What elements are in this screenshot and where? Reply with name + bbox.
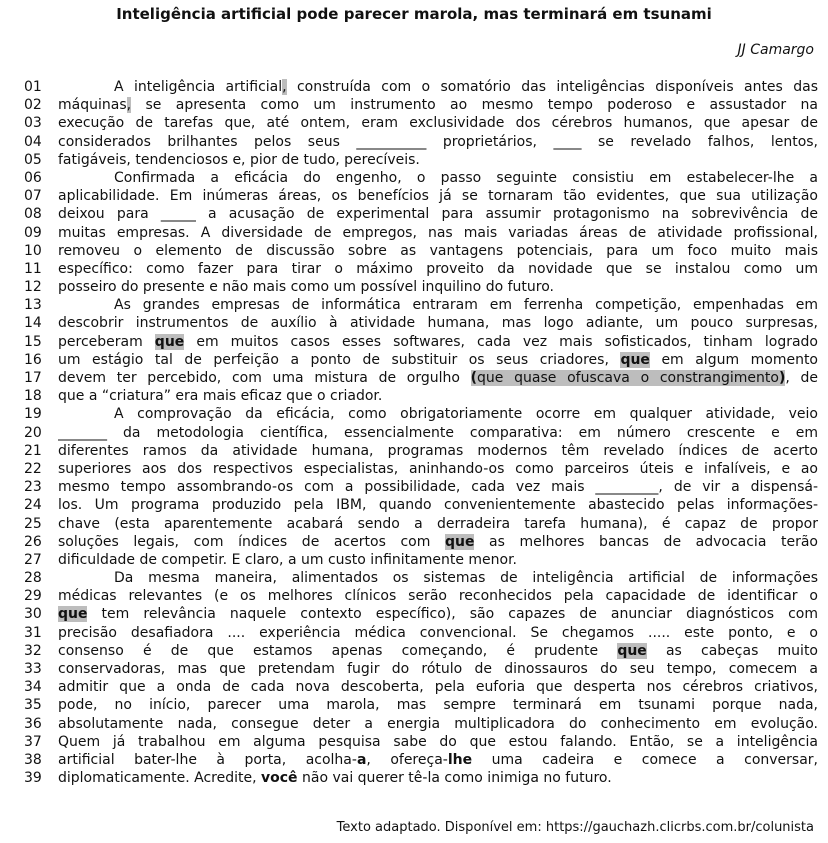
- line-text: [58, 678, 818, 696]
- line-number: 37: [24, 733, 42, 750]
- line-text: [58, 751, 818, 769]
- text-segment: conservadoras, mas que pretendam fugir do rótulo de dinossauros do seu tempo, comecem a: [58, 661, 818, 677]
- text-line: [24, 114, 818, 132]
- highlighted-text: que: [620, 351, 650, 368]
- text-segment: _______ da metodologia científica, essencialmente comparativa: em número crescente e em: [58, 424, 818, 441]
- line-number: 03: [24, 115, 42, 132]
- line-text: [58, 715, 818, 733]
- text-line: [24, 369, 818, 387]
- text-segment: perceberam: [58, 333, 155, 350]
- highlighted-text: ): [778, 370, 786, 386]
- line-text: [58, 78, 818, 96]
- line-number: 07: [24, 188, 42, 205]
- line-text: [58, 460, 818, 478]
- line-text: [58, 278, 818, 296]
- highlighted-text: ,: [282, 79, 287, 95]
- line-text: [58, 696, 818, 714]
- text-line: [24, 678, 818, 696]
- text-line: [24, 642, 818, 660]
- line-number: 23: [24, 479, 42, 496]
- line-number: 33: [24, 661, 42, 677]
- line-text: [58, 351, 818, 369]
- line-text: [58, 442, 818, 460]
- text-segment: aplicabilidade. Em inúmeras áreas, os benefícios já se tornaram tão evidentes, que sua utilização: [58, 188, 818, 205]
- line-text: [58, 260, 818, 278]
- highlighted-text: que: [58, 606, 88, 623]
- text-line: [24, 314, 818, 332]
- text-segment: fatigáveis, tendenciosos e, pior de tudo, perecíveis.: [58, 151, 420, 168]
- text-line: [24, 515, 818, 533]
- line-text: [58, 314, 818, 332]
- text-segment: se apresenta como um instrumento ao mesmo tempo poderoso e assustador na: [131, 97, 818, 114]
- text-segment: médicas relevantes (e os melhores clínicos serão reconhecidos pela capacidade de identificar o: [58, 588, 818, 605]
- text-line: [24, 424, 818, 442]
- text-segment: construída com o somatório das inteligências disponíveis antes das: [286, 79, 818, 95]
- line-text: [58, 587, 818, 605]
- text-line: [24, 224, 818, 242]
- line-number: 39: [24, 770, 42, 787]
- highlighted-text: que: [444, 533, 475, 550]
- text-segment: superiores aos dos respectivos especialistas, aninhando-os como parceiros úteis e infalíveis, e ao: [58, 460, 818, 477]
- line-number: 24: [24, 497, 42, 514]
- line-number: 31: [24, 624, 42, 641]
- text-segment: uma cadeira e comece a conversar,: [472, 751, 818, 768]
- text-segment: admitir que a onda de cada nova descoberta, pela euforia que desperta nos cérebros criativos,: [58, 679, 818, 696]
- text-line: [24, 496, 818, 514]
- text-line: [24, 551, 818, 569]
- text-segment: A inteligência artificial: [114, 79, 283, 95]
- line-text: [58, 605, 818, 623]
- text-line: [24, 624, 818, 642]
- text-segment: máquinas: [58, 97, 127, 114]
- line-number: 18: [24, 388, 42, 405]
- line-number: 30: [24, 606, 42, 623]
- line-text: [58, 478, 818, 496]
- line-text: [58, 387, 818, 405]
- text-line: [24, 769, 818, 787]
- line-text: [58, 224, 818, 242]
- line-text: [58, 496, 818, 514]
- line-number: 20: [24, 424, 42, 441]
- text-line: [24, 242, 818, 260]
- line-text: [58, 96, 818, 114]
- text-segment: considerados brilhantes pelos seus __________ proprietários, ____ se revelado falhos, lentos,: [58, 133, 818, 150]
- line-text: [58, 333, 818, 351]
- text-segment: pode, no início, parecer uma marola, mas sempre terminará em tsunami porque nada,: [58, 697, 818, 714]
- text-line: [24, 296, 818, 314]
- line-text: [58, 642, 818, 660]
- line-text: [58, 405, 818, 423]
- line-text: [58, 733, 818, 751]
- text-segment: tem relevância naquele contexto específico), são capazes de anunciar diagnósticos com: [87, 606, 818, 623]
- text-segment: deixou para _____ a acusação de experimental para assumir protagonismo na sobrevivência de: [58, 206, 818, 223]
- text-segment: um estágio tal de perfeição a ponto de substituir os seus criadores,: [58, 351, 621, 368]
- line-text: [58, 551, 818, 569]
- text-line: [24, 205, 818, 223]
- highlighted-text: (: [470, 370, 478, 386]
- text-line: [24, 96, 818, 114]
- highlighted-text: ,: [126, 97, 132, 114]
- text-segment: absolutamente nada, consegue deter a energia multiplicadora do conhecimento em evolução.: [58, 715, 818, 732]
- text-segment: los. Um programa produzido pela IBM, quando convenientemente abastecido pelas informações-: [58, 497, 818, 514]
- text-line: [24, 169, 818, 187]
- text-segment: diplomaticamente. Acredite,: [58, 770, 261, 787]
- text-line: [24, 260, 818, 278]
- text-segment: lhe: [447, 751, 473, 768]
- line-number: 25: [24, 515, 42, 532]
- article-body: [24, 78, 818, 787]
- text-line: [24, 660, 818, 678]
- line-text: [58, 769, 818, 787]
- text-segment: não vai querer tê-la como inimiga no futuro.: [297, 770, 612, 787]
- text-segment: removeu o elemento de discussão sobre as vantagens potenciais, para um foco muito mais: [58, 242, 818, 259]
- text-line: [24, 151, 818, 169]
- text-segment: específico: como fazer para tirar o máximo proveito da novidade que se instalou como um: [58, 260, 818, 277]
- line-text: [58, 242, 818, 260]
- text-segment: As grandes empresas de informática entraram em ferrenha competição, empenhadas em: [114, 297, 818, 314]
- text-segment: descobrir instrumentos de auxílio à atividade humana, mas logo adiante, um pouco surpresas,: [58, 315, 818, 332]
- text-line: [24, 133, 818, 151]
- text-line: [24, 478, 818, 496]
- text-segment: as melhores bancas de advocacia terão: [474, 533, 818, 550]
- line-text: [58, 114, 818, 132]
- text-segment: Confirmada a eficácia do engenho, o passo seguinte consistiu em estabelecer-lhe a: [114, 169, 818, 186]
- text-line: [24, 696, 818, 714]
- line-text: [58, 133, 818, 151]
- text-line: [24, 460, 818, 478]
- text-line: [24, 333, 818, 351]
- line-number: 10: [24, 242, 42, 259]
- line-number: 27: [24, 551, 42, 568]
- text-segment: em muitos casos esses softwares, cada vez mais sofisticados, tinham logrado: [184, 333, 818, 350]
- line-number: 32: [24, 642, 42, 659]
- line-text: [58, 151, 818, 169]
- text-line: [24, 569, 818, 587]
- text-line: [24, 605, 818, 623]
- article-title: Inteligência artificial pode parecer marola, mas terminará em tsunami: [116, 5, 712, 23]
- line-text: [58, 533, 818, 551]
- text-segment: você: [261, 770, 298, 787]
- line-number: 11: [24, 260, 42, 277]
- text-segment: soluções legais, com índices de acertos com: [58, 533, 445, 550]
- source-citation: Texto adaptado. Disponível em: https://gauchazh.clicrbs.com.br/colunista: [336, 820, 814, 835]
- line-number: 09: [24, 224, 42, 241]
- text-segment: precisão desafiadora .... experiência médica convencional. Se chegamos ..... este ponto, e o: [58, 624, 818, 641]
- line-text: [58, 187, 818, 205]
- line-number: 38: [24, 751, 42, 768]
- text-line: [24, 533, 818, 551]
- line-text: [58, 515, 818, 533]
- line-number: 16: [24, 351, 42, 368]
- line-number: 04: [24, 133, 42, 150]
- line-number: 22: [24, 460, 42, 477]
- line-text: [58, 205, 818, 223]
- line-number: 14: [24, 315, 42, 332]
- text-segment: artificial bater-lhe à porta, acolha-: [58, 751, 357, 768]
- line-number: 01: [24, 79, 42, 95]
- text-line: [24, 351, 818, 369]
- text-segment: diferentes ramos da atividade humana, programas modernos têm revelado índices de acerto: [58, 442, 818, 459]
- highlighted-text: que: [617, 642, 647, 659]
- line-text: [58, 660, 818, 678]
- line-text: [58, 424, 818, 442]
- line-number: 19: [24, 406, 42, 423]
- text-line: [24, 733, 818, 751]
- line-text: [58, 569, 818, 587]
- text-segment: Da mesma maneira, alimentados os sistemas de inteligência artificial de informações: [114, 570, 818, 587]
- text-line: [24, 715, 818, 733]
- line-number: 26: [24, 533, 42, 550]
- text-line: [24, 278, 818, 296]
- line-number: 35: [24, 697, 42, 714]
- text-segment: a: [356, 751, 367, 768]
- text-line: [24, 587, 818, 605]
- line-number: 13: [24, 297, 42, 314]
- line-number: 29: [24, 588, 42, 605]
- highlighted-text: que: [154, 333, 185, 350]
- text-segment: execução de tarefas que, até ontem, eram exclusividade dos cérebros humanos, que apesar de: [58, 115, 818, 132]
- text-segment: Quem já trabalhou em alguma pesquisa sabe do que estou falando. Então, se a inteligência: [58, 733, 818, 750]
- line-text: [58, 296, 818, 314]
- text-line: [24, 187, 818, 205]
- line-number: 12: [24, 279, 42, 296]
- line-text: [58, 624, 818, 642]
- line-number: 02: [24, 97, 42, 114]
- text-line: [24, 751, 818, 769]
- line-number: 21: [24, 442, 42, 459]
- line-number: 28: [24, 570, 42, 587]
- line-number: 34: [24, 679, 42, 696]
- text-segment: muitas empresas. A diversidade de empregos, nas mais variadas áreas de atividade profissional,: [58, 224, 818, 241]
- line-number: 36: [24, 715, 42, 732]
- text-segment: dificuldade de competir. E claro, a um custo infinitamente menor.: [58, 551, 518, 568]
- text-line: [24, 405, 818, 423]
- author-name: JJ Camargo: [737, 42, 814, 58]
- text-segment: consenso é de que estamos apenas começando, é prudente: [58, 642, 618, 659]
- highlighted-text: que quase ofuscava o constrangimento: [477, 370, 779, 386]
- text-segment: as cabeças muito: [646, 642, 818, 659]
- line-text: [58, 169, 818, 187]
- text-segment: , ofereça-: [366, 751, 448, 768]
- text-segment: devem ter percebido, com uma mistura de orgulho: [58, 370, 471, 386]
- text-segment: mesmo tempo assombrando-os com a possibilidade, cada vez mais _________, de vir a dispensá-: [58, 479, 818, 496]
- line-number: 06: [24, 169, 42, 186]
- text-segment: que a “criatura” era mais eficaz que o criador.: [58, 388, 383, 405]
- line-number: 05: [24, 151, 42, 168]
- text-segment: , de: [785, 370, 818, 386]
- text-line: [24, 78, 818, 96]
- line-number: 08: [24, 206, 42, 223]
- text-segment: em algum momento: [649, 351, 818, 368]
- text-line: [24, 442, 818, 460]
- line-number: 15: [24, 333, 42, 350]
- text-segment: A comprovação da eficácia, como obrigatoriamente ocorre em qualquer atividade, veio: [114, 406, 818, 423]
- text-segment: chave (esta aparentemente acabará sendo a derradeira tarefa humana), é capaz de propor: [58, 515, 818, 532]
- line-number: 17: [24, 370, 42, 386]
- text-segment: posseiro do presente e não mais como um possível inquilino do futuro.: [58, 279, 554, 296]
- line-text: [58, 369, 818, 387]
- text-line: [24, 387, 818, 405]
